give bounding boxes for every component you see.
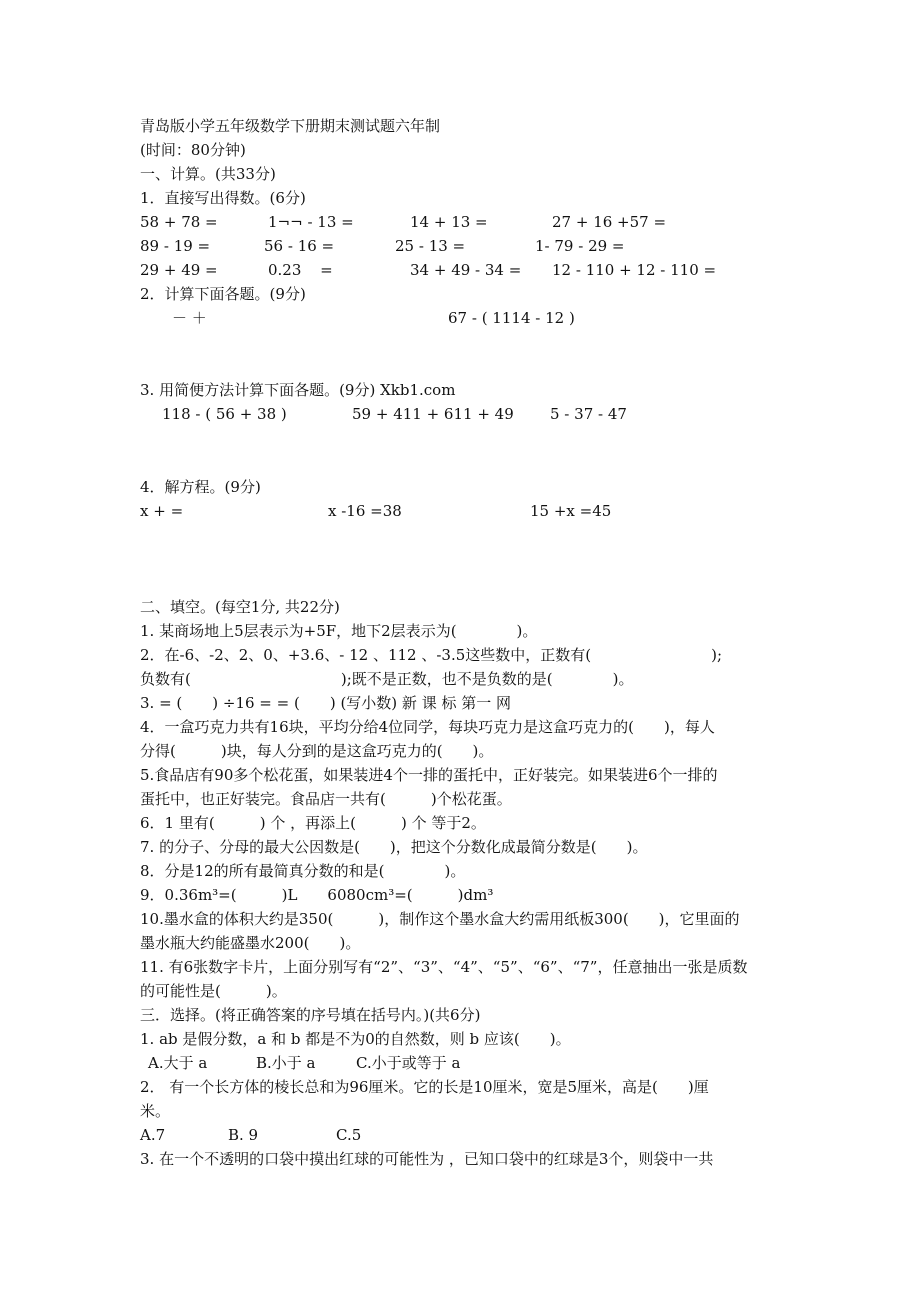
part2-line: 6．1 里有( ) 个 ，再添上( ) 个 等于2。 (140, 814, 486, 832)
q1-label: 1．直接写出得数。(6分) (140, 189, 306, 207)
p3-q3-text: 3. 在一个不透明的口袋中摸出红球的可能性为 ，已知口袋中的红球是3个，则袋中一共 (140, 1150, 714, 1168)
part2-line: 11. 有6张数字卡片，上面分别写有“2”、“3”、“4”、“5”、“6”、“7”，任意抽出一张是质数 (140, 958, 748, 976)
q2-expression-right: 67 - ( 1114 - 12 ) (448, 309, 575, 327)
part2-line: 10.墨水盒的体积大约是350( )，制作这个墨水盒大约需用纸板300( )，它里面的 (140, 910, 740, 928)
part2-line: 9．0.36m³=( )L 6080cm³=( )dm³ (140, 886, 494, 904)
p3-q2-option-c: C.5 (336, 1126, 362, 1144)
q3-item: 59 + 411 + 611 + 49 (352, 405, 514, 423)
q1-item: 1- 79 - 29 = (535, 237, 625, 255)
q1-item: 89 - 19 = (140, 237, 211, 255)
q1-item: 14 + 13 = (410, 213, 488, 231)
p3-q1-option-c: C.小于或等于 a (356, 1054, 461, 1072)
exam-title: 青岛版小学五年级数学下册期末测试题六年制 (140, 117, 441, 135)
q1-item: 29 + 49 = (140, 261, 218, 279)
part2-line: 2．在-6、-2、2、0、+3.6、- 12 、112 、-3.5这些数中，正数有( ); (140, 646, 723, 664)
q4-equation: x -16 =38 (328, 502, 402, 520)
p3-q2-text-cont: 米。 (140, 1102, 171, 1120)
part2-line: 5.食品店有90多个松花蛋，如果装进4个一排的蛋托中，正好装完。如果装进6个一排的 (140, 766, 718, 784)
part2-line: 8．分是12的所有最简真分数的和是( )。 (140, 862, 466, 880)
q4-equation: x + = (140, 502, 184, 520)
q1-item: 56 - 16 = (264, 237, 335, 255)
p3-q1-option-b: B.小于 a (256, 1054, 316, 1072)
part2-line: 1. 某商场地上5层表示为+5F，地下2层表示为( )。 (140, 622, 538, 640)
part2-line: 负数有( );既不是正数，也不是负数的是( )。 (140, 670, 634, 688)
part2-line: 的可能性是( )。 (140, 982, 287, 1000)
q3-item: 5 - 37 - 47 (550, 405, 627, 423)
part2-line: 4．一盒巧克力共有16块，平均分给4位同学，每块巧克力是这盒巧克力的( )，每人 (140, 718, 715, 736)
q1-item: 12 - 110 + 12 - 110 = (552, 261, 717, 279)
part1-heading: 一、计算。(共33分) (140, 165, 276, 183)
q4-label: 4．解方程。(9分) (140, 478, 261, 496)
part2-heading: 二、填空。(每空1分, 共22分) (140, 598, 340, 616)
q2-expression-left: － ＋ (172, 309, 207, 327)
part2-line: 蛋托中，也正好装完。食品店一共有( )个松花蛋。 (140, 790, 512, 808)
q1-item: 1¬¬ - 13 = (268, 213, 354, 231)
q1-item: 58 + 78 = (140, 213, 218, 231)
part3-heading: 三．选择。(将正确答案的序号填在括号内。)(共6分) (140, 1006, 481, 1024)
q1-item: 25 - 13 = (395, 237, 466, 255)
part2-line: 墨水瓶大约能盛墨水200( )。 (140, 934, 361, 952)
part2-line: 3. = ( ) ÷16 = = ( ) (写小数) 新 课 标 第一 网 (140, 694, 512, 712)
p3-q2-text: 2． 有一个长方体的棱长总和为96厘米。它的长是10厘米，宽是5厘米，高是( )厘 (140, 1078, 709, 1096)
part2-line: 分得( )块，每人分到的是这盒巧克力的( )。 (140, 742, 494, 760)
q1-item: 34 + 49 - 34 = (410, 261, 522, 279)
q3-item: 118 - ( 56 + 38 ) (162, 405, 287, 423)
q2-label: 2．计算下面各题。(9分) (140, 285, 306, 303)
p3-q1-option-a: A.大于 a (148, 1054, 208, 1072)
part2-line: 7. 的分子、分母的最大公因数是( )，把这个分数化成最简分数是( )。 (140, 838, 648, 856)
p3-q2-option-b: B. 9 (228, 1126, 259, 1144)
time-limit: (时间：80分钟) (140, 141, 246, 159)
p3-q1-text: 1. ab 是假分数，a 和 b 都是不为0的自然数，则 b 应该( )。 (140, 1030, 571, 1048)
q1-item: 27 + 16 +57 = (552, 213, 667, 231)
q4-equation: 15 +x =45 (530, 502, 612, 520)
q1-item: 0.23 = (268, 261, 333, 279)
p3-q2-option-a: A.7 (140, 1126, 166, 1144)
q3-label: 3. 用简便方法计算下面各题。(9分) Xkb1.com (140, 381, 456, 399)
